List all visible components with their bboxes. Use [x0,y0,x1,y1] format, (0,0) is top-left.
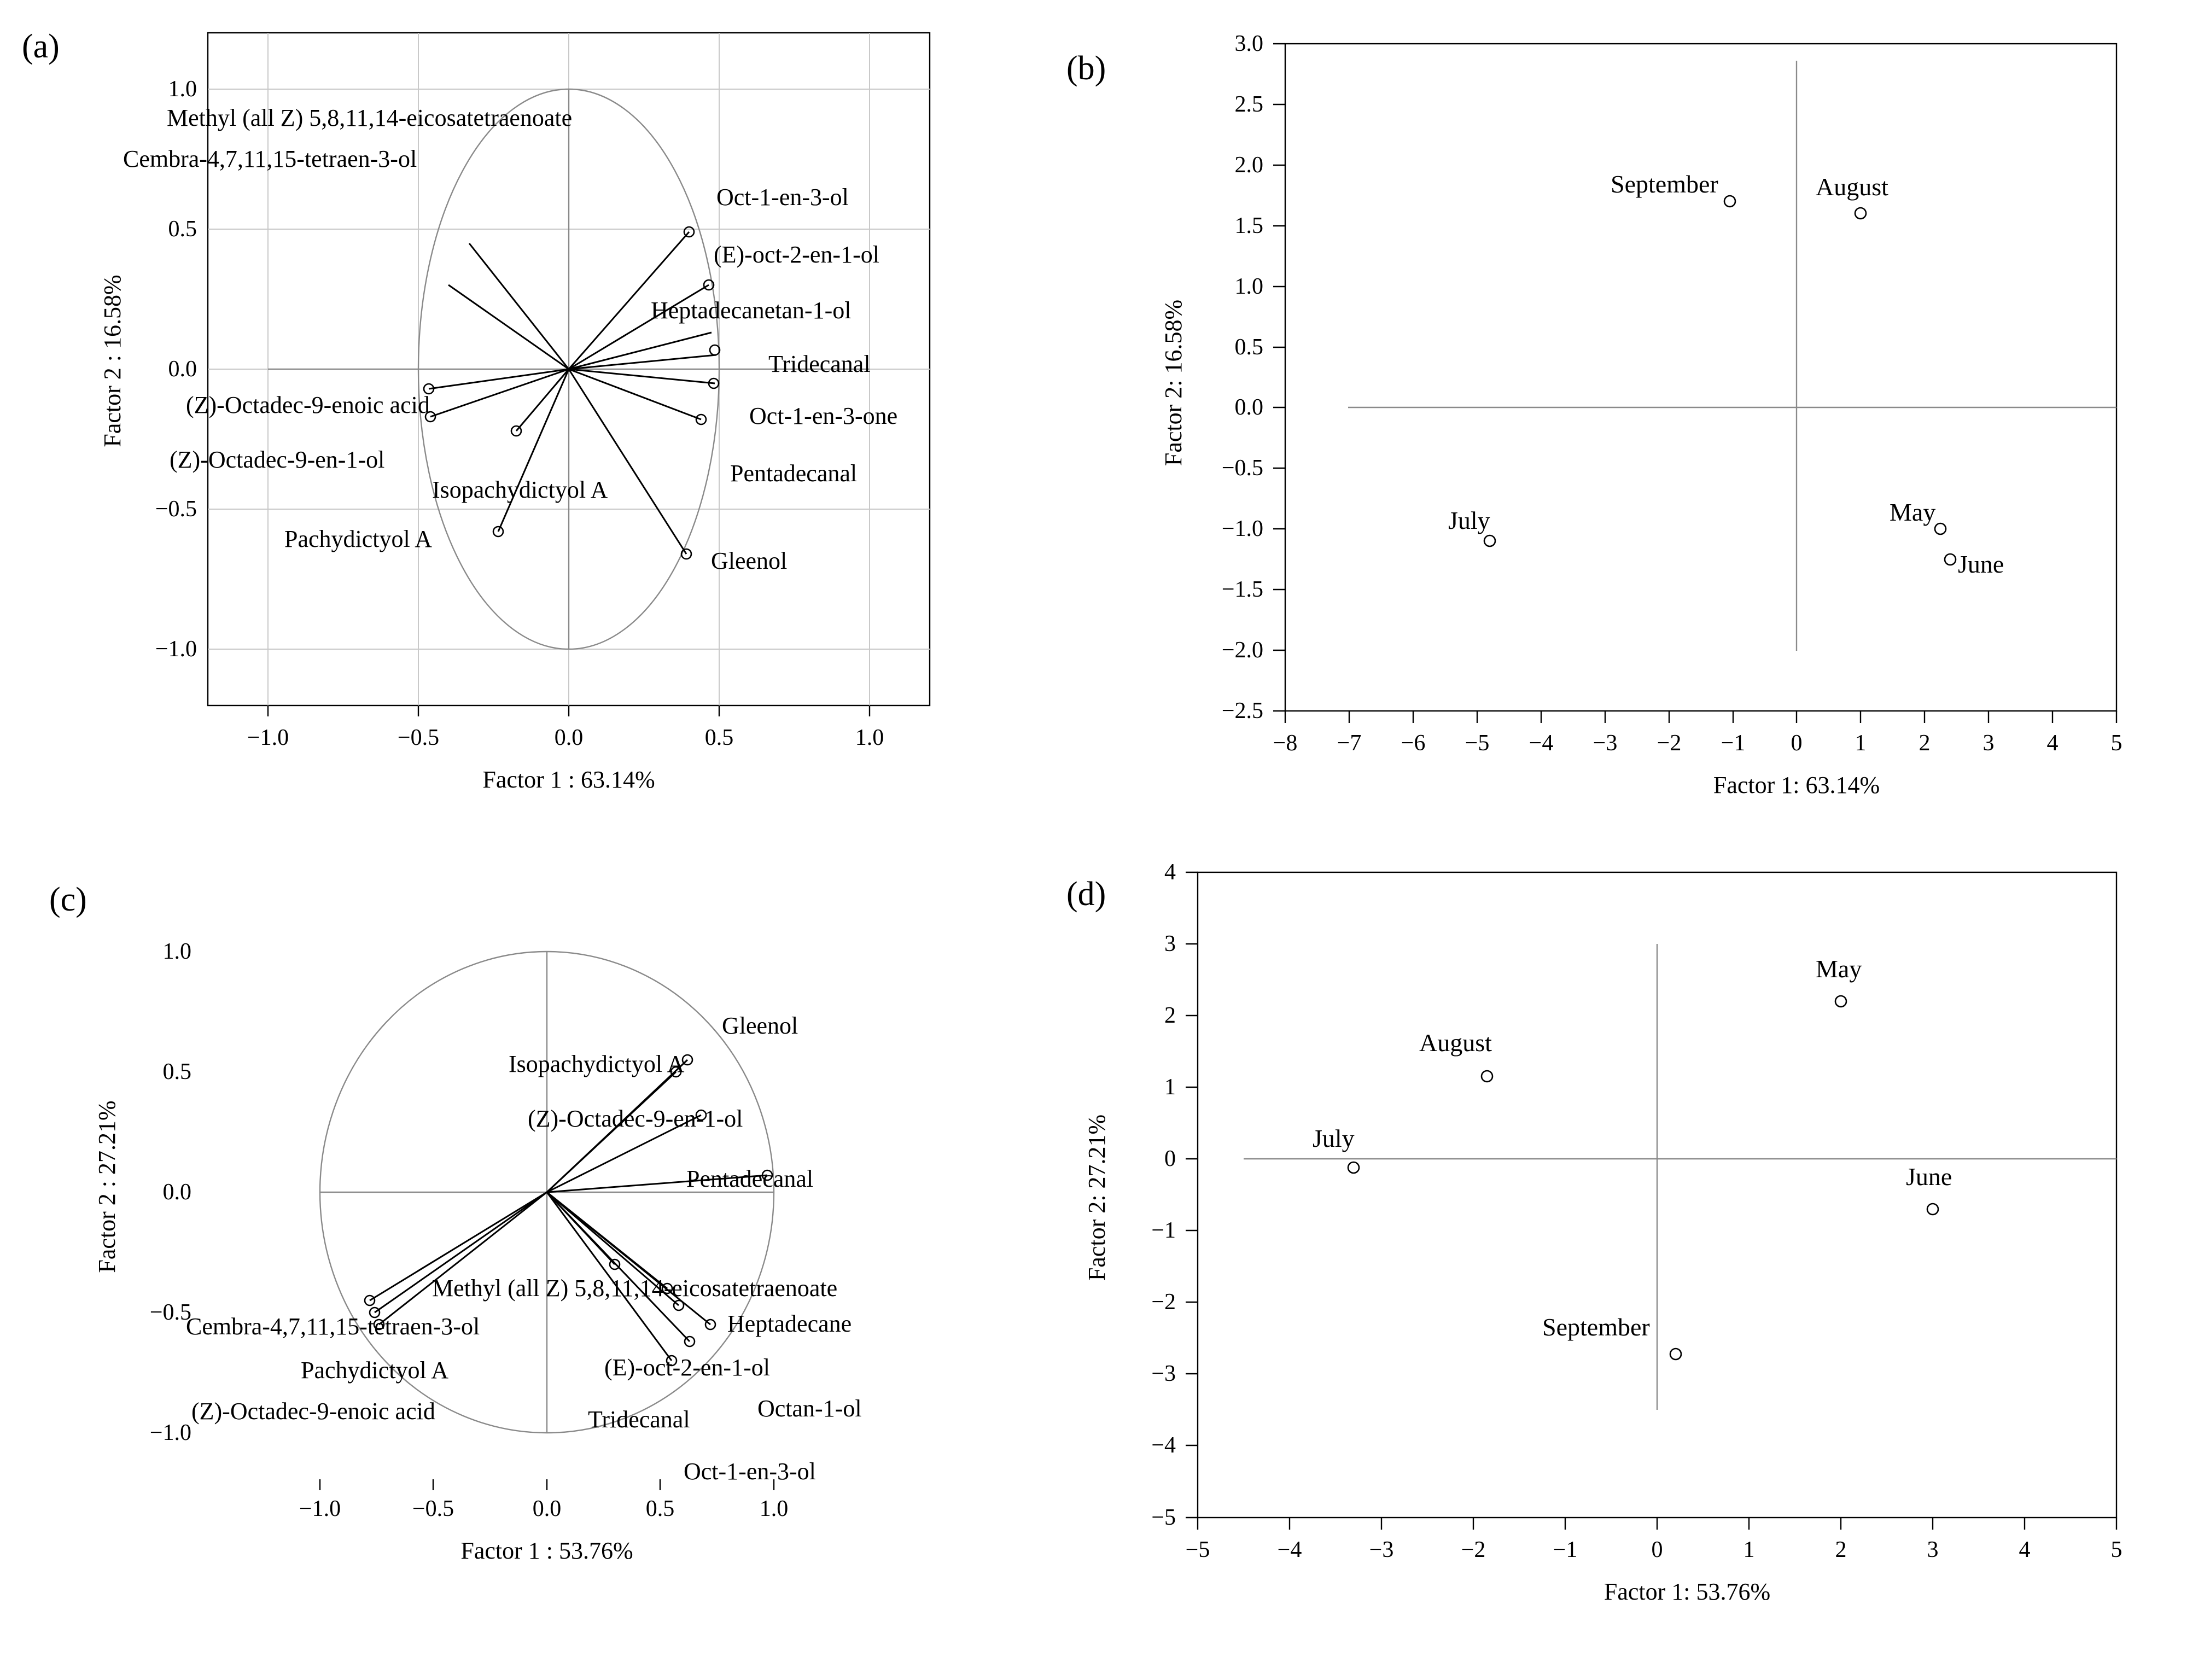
loading-label: Heptadecanetan-1-ol [651,297,852,324]
panel-d-xtick: −5 [1185,1537,1210,1562]
score-label: May [1816,955,1862,983]
panel-d-ytick: 1 [1164,1075,1176,1100]
panel-b-xtick: −6 [1401,731,1426,756]
loading-label: (Z)-Octadec-9-enoic acid [186,392,430,418]
panel-a-xtick: 0.0 [554,725,584,750]
panel-a-xtick: 1.0 [855,725,884,750]
panel-d-ytick: 0 [1164,1146,1176,1171]
panel-a-ytick: −0.5 [155,497,197,522]
loading-label: Pachydictyol A [301,1357,449,1384]
score-label: May [1890,498,1936,526]
panel-b-ytick: −1.5 [1221,577,1263,602]
panel-d [1056,842,2209,1680]
panel-a-xtick: −1.0 [247,725,289,750]
panel-c-yaxis-title: Factor 2 : 27.21% [94,1100,120,1273]
loading-label: (E)-oct-2-en-1-ol [714,241,879,268]
panel-d-plot [1056,842,2209,1680]
panel-a [0,0,1066,853]
loading-label: Pentadecanal [730,460,858,487]
panel-d-xtick: −2 [1461,1537,1486,1562]
panel-c-xtick: 0.0 [532,1496,562,1521]
panel-d-xtick: 3 [1927,1537,1939,1562]
loading-label: Isopachydictyol A [432,476,608,503]
panel-b-ytick: −2.5 [1221,698,1263,724]
loading-label: Gleenol [722,1012,798,1039]
loading-label: (Z)-Octadec-9-en-1-ol [528,1105,743,1132]
panel-a-xaxis-title: Factor 1 : 63.14% [482,766,655,793]
loading-label: Pentadecanal [686,1165,814,1192]
loading-label: Isopachydictyol A [509,1051,685,1077]
panel-d-ytick: 4 [1164,860,1176,885]
panel-b-ytick: 0.0 [1234,395,1263,420]
panel-b-xtick: −4 [1529,731,1554,756]
panel-b-xtick: −1 [1721,731,1746,756]
panel-b-xtick: 1 [1855,731,1867,756]
panel-a-xtick: 0.5 [704,725,734,750]
panel-c-ytick: 0.5 [162,1059,191,1084]
panel-d-ytick: −1 [1151,1218,1176,1243]
panel-b-yaxis-title: Factor 2: 16.58% [1160,299,1187,466]
loading-label: Heptadecane [727,1310,852,1337]
panel-b-ytick: 0.5 [1234,335,1263,360]
loading-label: Tridecanal [588,1406,690,1433]
score-label: September [1542,1313,1650,1341]
loading-label: Cembra-4,7,11,15-tetraen-3-ol [123,145,417,172]
panel-a-ytick: 1.0 [168,77,197,102]
panel-d-xtick: 2 [1835,1537,1847,1562]
panel-b-xtick: −8 [1273,731,1298,756]
panel-d-xtick: 0 [1651,1537,1663,1562]
score-label: July [1448,506,1490,534]
panel-d-ytick: −3 [1151,1361,1176,1386]
loading-label: Oct-1-en-3-ol [716,184,849,211]
panel-d-ytick: −5 [1151,1505,1176,1530]
panel-b-xtick: 5 [2110,731,2122,756]
panel-b-xtick: −2 [1657,731,1682,756]
panel-c-xtick: 0.5 [645,1496,675,1521]
loading-label: Cembra-4,7,11,15-tetraen-3-ol [186,1313,480,1340]
panel-b-xtick: 0 [1791,731,1803,756]
panel-d-xtick: 4 [2019,1537,2031,1562]
panel-d-ytick: −4 [1151,1433,1176,1458]
panel-d-ytick: −2 [1151,1290,1176,1315]
panel-b-plot [1056,0,2209,853]
panel-d-letter: (d) [1066,876,1106,913]
panel-c-ytick: 0.0 [162,1180,191,1205]
score-label: July [1313,1124,1355,1152]
panel-d-xtick: 5 [2110,1537,2122,1562]
panel-a-ytick: −1.0 [155,637,197,662]
loading-label: Methyl (all Z) 5,8,11,14-eicosatetraenoate [167,104,573,131]
loading-label: Methyl (all Z) 5,8,11,14-eicosatetraenoate [432,1275,838,1302]
panel-b-ytick: 3.0 [1234,31,1263,56]
panel-c [0,842,1066,1680]
panel-c-ytick: −1.0 [149,1420,191,1445]
panel-b-xtick: 4 [2046,731,2059,756]
panel-a-yaxis-title: Factor 2 : 16.58% [99,275,126,447]
loading-label: (Z)-Octadec-9-en-1-ol [170,446,385,473]
panel-c-xaxis-title: Factor 1 : 53.76% [460,1537,633,1564]
panel-b-letter: (b) [1066,50,1106,87]
panel-a-ytick: 0.5 [168,217,197,242]
score-label: August [1419,1029,1492,1057]
panel-b-ytick: −0.5 [1221,456,1263,481]
panel-b-xtick: −7 [1337,731,1362,756]
loading-label: Gleenol [711,547,788,574]
panel-c-ytick: −0.5 [149,1300,191,1325]
panel-b-xtick: 3 [1982,731,1995,756]
panel-c-ytick: 1.0 [162,939,191,964]
score-label: September [1611,170,1718,198]
panel-c-letter: (c) [49,881,87,918]
panel-b-xaxis-title: Factor 1: 63.14% [1713,772,1880,798]
panel-b-ytick: 2.5 [1234,92,1263,117]
loading-label: Oct-1-en-3-one [749,402,898,429]
panel-d-xtick: 1 [1743,1537,1755,1562]
panel-d-xtick: −3 [1369,1537,1394,1562]
score-label: June [1958,550,2004,578]
panel-b [1056,0,2209,853]
panel-b-ytick: 1.5 [1234,213,1263,238]
panel-a-letter: (a) [22,28,60,65]
panel-c-xtick: 1.0 [759,1496,789,1521]
panel-c-xtick: −1.0 [299,1496,341,1521]
panel-b-ytick: −2.0 [1221,638,1263,663]
panel-b-xtick: −5 [1465,731,1490,756]
panel-b-ytick: −1.0 [1221,516,1263,541]
loading-label: Oct-1-en-3-ol [684,1458,816,1485]
panel-d-yaxis-title: Factor 2: 27.21% [1083,1114,1110,1281]
panel-b-xtick: 2 [1919,731,1931,756]
score-label: August [1816,173,1888,201]
loading-label: Pachydictyol A [284,526,433,552]
panel-c-xtick: −0.5 [412,1496,454,1521]
loading-label: Tridecanal [768,351,871,377]
panel-d-ytick: 2 [1164,1003,1176,1028]
panel-a-ytick: 0.0 [168,357,197,382]
panel-d-ytick: 3 [1164,931,1176,956]
panel-a-xtick: −0.5 [397,725,440,750]
panel-d-xtick: −1 [1553,1537,1578,1562]
panel-d-xtick: −4 [1277,1537,1302,1562]
panel-d-xaxis-title: Factor 1: 53.76% [1603,1578,1771,1605]
score-label: June [1906,1163,1952,1191]
panel-b-ytick: 1.0 [1234,274,1263,299]
loading-label: (Z)-Octadec-9-enoic acid [191,1398,435,1425]
loading-label: (E)-oct-2-en-1-ol [604,1354,770,1381]
panel-b-ytick: 2.0 [1234,153,1263,178]
panel-b-xtick: −3 [1593,731,1618,756]
loading-label: Octan-1-ol [757,1395,862,1422]
